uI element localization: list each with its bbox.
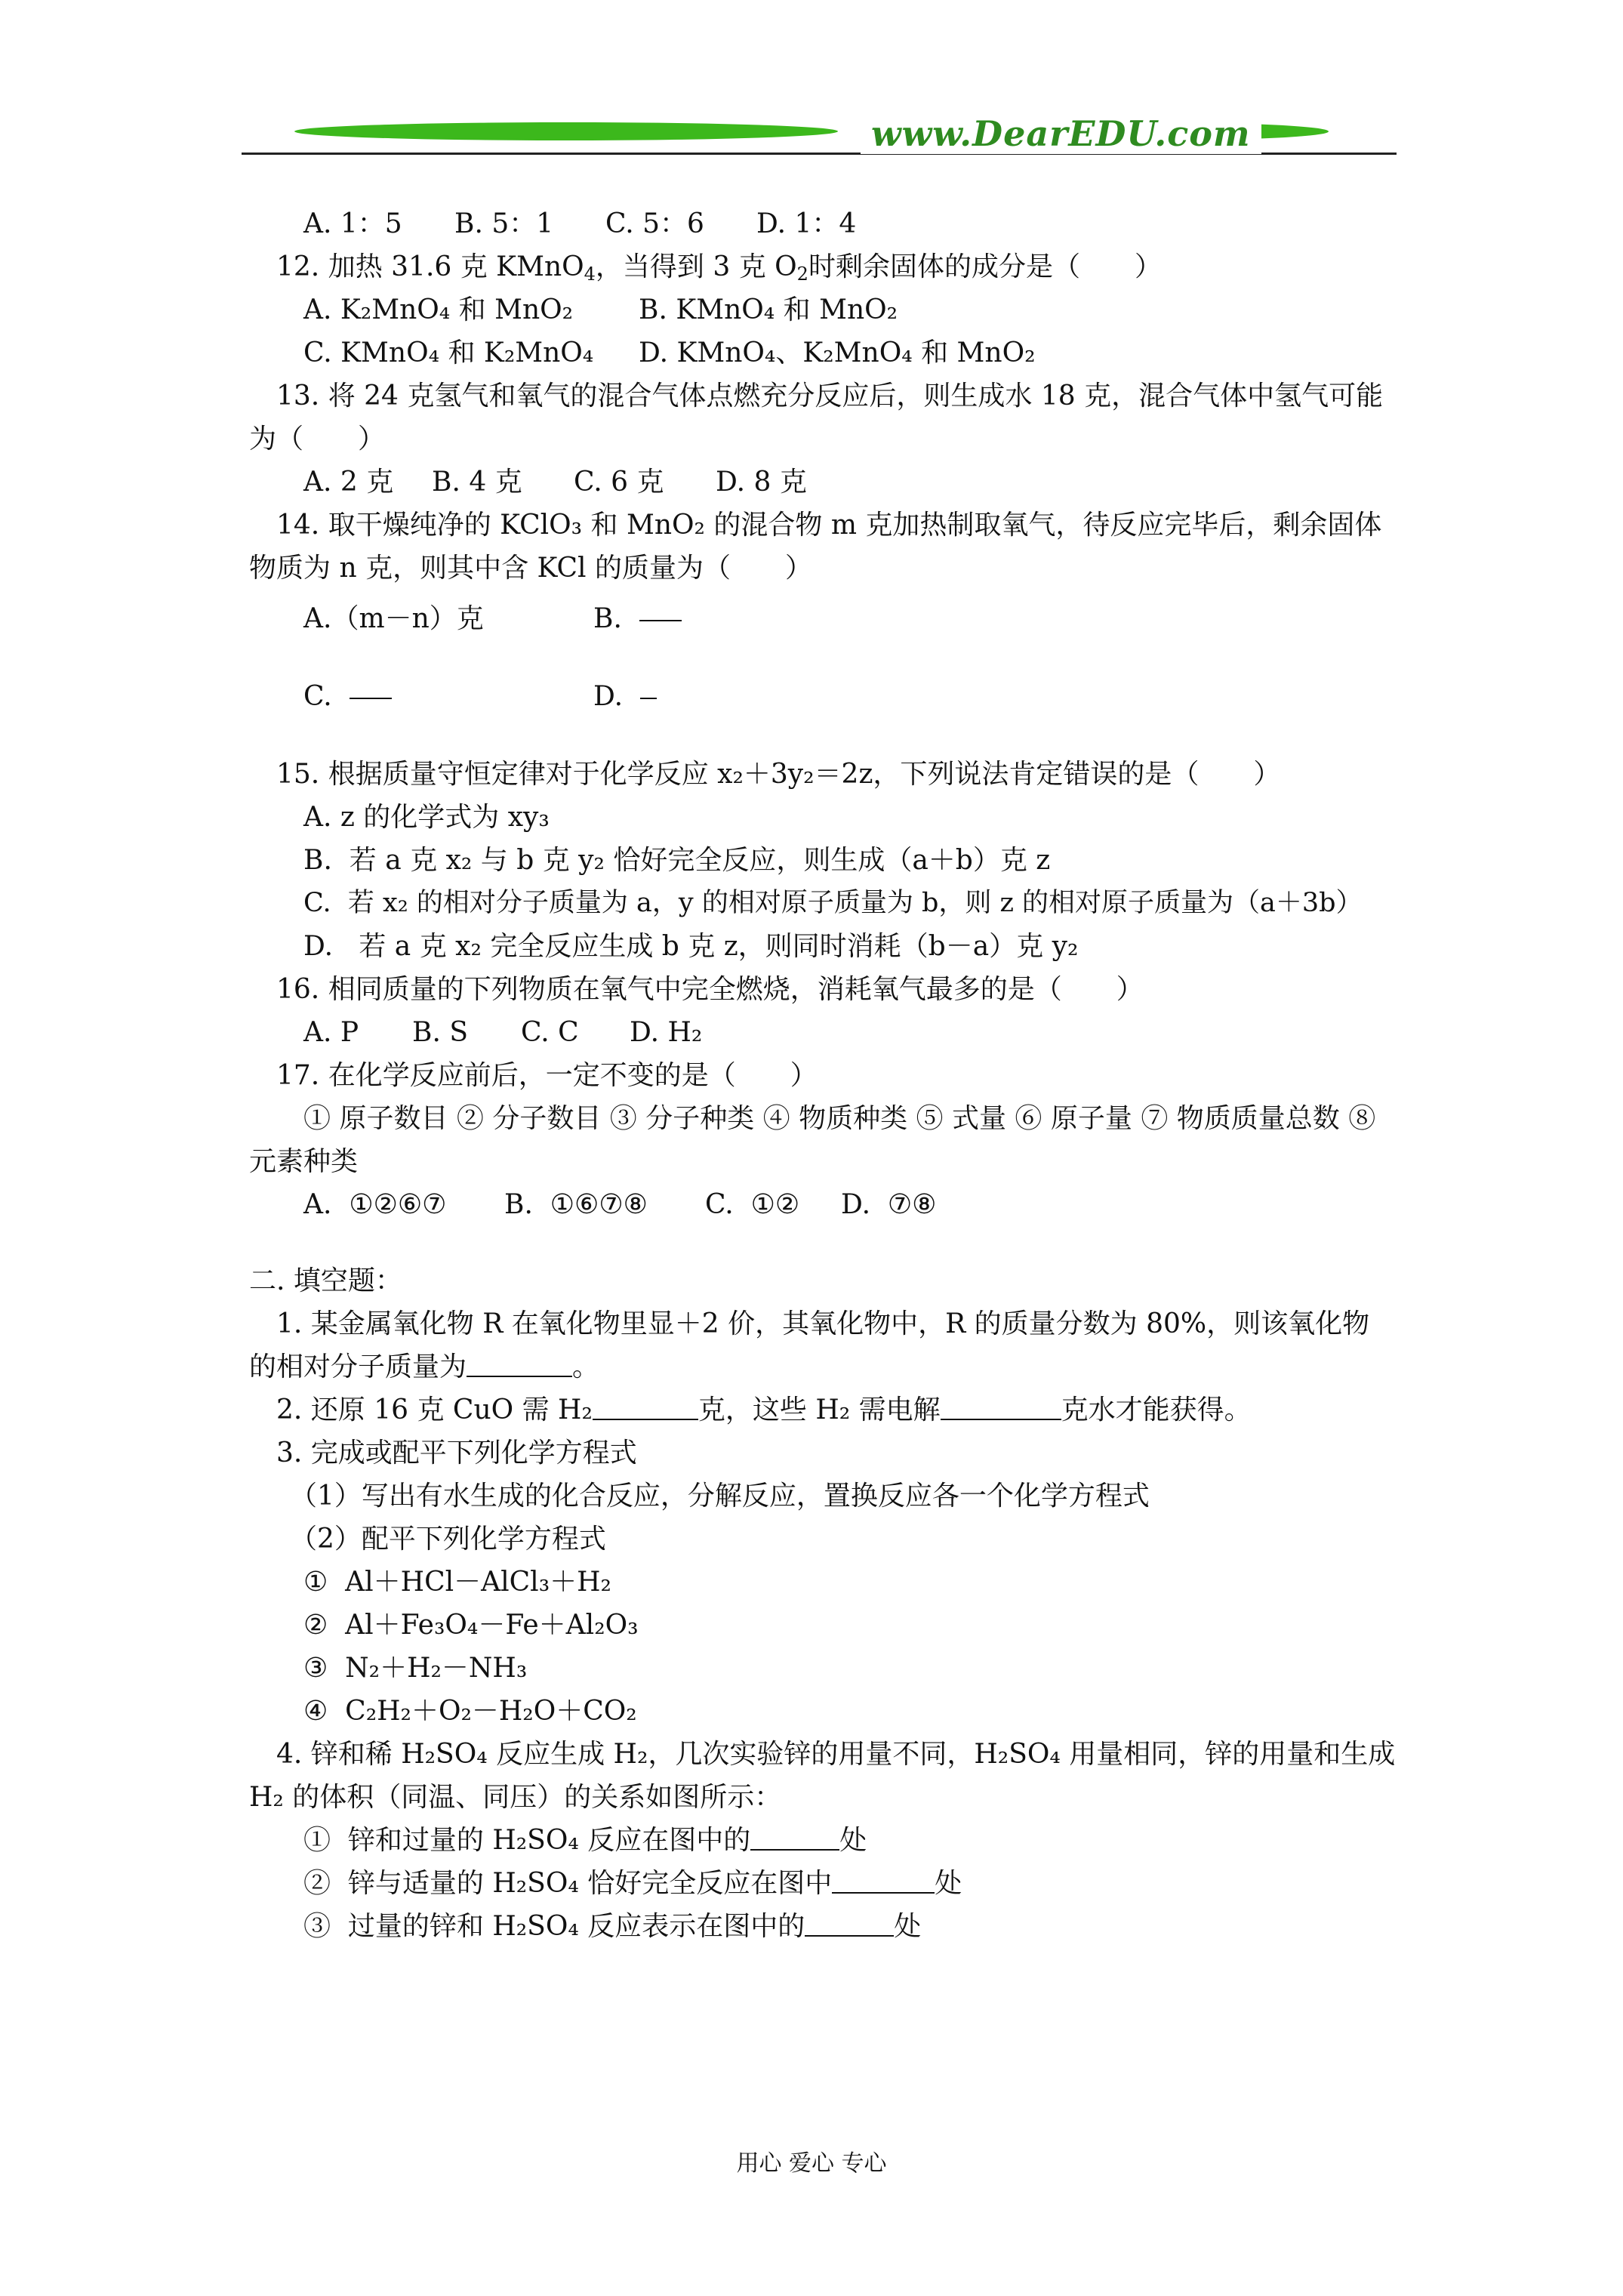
q17-stem: 17. 在化学反应前后，一定不变的是（ ）	[276, 1060, 818, 1091]
q16-option-b: B. S	[412, 1017, 469, 1048]
fill-4-blank-3	[805, 1908, 894, 1937]
fill-4-stem: 4. 锌和稀 H₂SO₄ 反应生成 H₂，几次实验锌的用量不同，H₂SO₄ 用量相同，锌的用量和生成 H₂ 的体积（同温、同压）的关系如图所示：	[249, 1739, 1396, 1813]
fill-3-eq4: ④ C₂H₂＋O₂－H₂O＋CO₂	[303, 1696, 637, 1727]
q16-option-a: A. P	[303, 1017, 359, 1048]
section-2-title: 二. 填空题：	[249, 1265, 402, 1296]
q13-option-b: B. 4 克	[432, 467, 522, 498]
fill-4-item-2: ② 锌与适量的 H₂SO₄ 恰好完全反应在图中 处	[249, 1862, 1397, 1905]
q14-option-b-fraction	[639, 605, 682, 621]
q14-option-d-fraction	[640, 683, 657, 699]
q13-option-a: A. 2 克	[303, 467, 394, 498]
q14-stem: 14. 取干燥纯净的 KClO₃ 和 MnO₂ 的混合物 m 克加热制取氧气，待反应完毕后，剩余固体物质为 n 克，则其中含 KCl 的质量为（ ）	[249, 510, 1382, 584]
q11-option-b: B. 5：1	[454, 208, 554, 239]
q12-option-d: D. KMnO₄、K₂MnO₄ 和 MnO₂	[639, 337, 1036, 368]
fill-4-blank-1	[750, 1822, 839, 1851]
q17-option-b: B. ①⑥⑦⑧	[504, 1189, 648, 1220]
q12-option-b: B. KMnO₄ 和 MnO₂	[639, 294, 898, 325]
page-header	[242, 113, 1397, 159]
q16-option-d: D. H₂	[630, 1017, 703, 1048]
q12-options-cd	[249, 331, 1397, 374]
q11-options	[249, 202, 1397, 245]
fill-3-eq1: ① Al＋HCl－AlCl₃＋H₂	[303, 1567, 611, 1598]
q15-stem: 15. 根据质量守恒定律对于化学反应 x₂＋3y₂＝2z，下列说法肯定错误的是（ ）	[276, 759, 1281, 790]
fill-3-stem: 3. 完成或配平下列化学方程式	[276, 1438, 637, 1469]
q12-stem: 12. 加热 31.6 克 KMnO$_4$，当得到 3 克 $O_2$时剩余固体的成分是（ ）	[276, 251, 1162, 285]
q13-option-c: C. 6 克	[574, 467, 664, 498]
q17-options	[249, 1183, 1397, 1226]
q14-option-c: C.	[303, 675, 593, 718]
q14-options-cd	[249, 675, 1397, 718]
q17-option-c: C. ①②	[705, 1189, 800, 1220]
fill-2-blank-1	[593, 1391, 698, 1420]
q16-options	[249, 1011, 1397, 1054]
header-swoosh-left	[293, 122, 839, 140]
site-logo: www.DearEDU.com	[861, 113, 1261, 154]
q14-option-c-fraction	[350, 683, 392, 699]
fill-1: 1. 某金属氧化物 R 在氧化物里显＋2 价，其氧化物中，R 的质量分数为 80%，则该氧化物的相对分子质量为 。	[249, 1308, 1370, 1382]
fill-2: 2. 还原 16 克 CuO 需 H₂ 克，这些 H₂ 需电解 克水才能获得。	[249, 1388, 1397, 1432]
q17-option-d: D. ⑦⑧	[841, 1189, 937, 1220]
q16-option-c: C. C	[521, 1017, 579, 1048]
q12-option-a: A. K₂MnO₄ 和 MnO₂	[303, 294, 574, 325]
document-body	[249, 202, 1397, 1948]
q15-option-c: C. 若 x₂ 的相对分子质量为 a，y 的相对原子质量为 b，则 z 的相对原子质量为（a＋3b）	[303, 888, 1363, 918]
q14-option-d: D.	[593, 675, 657, 718]
fill-4-item-1: ① 锌和过量的 H₂SO₄ 反应在图中的 处	[249, 1819, 1397, 1862]
q16-stem: 16. 相同质量的下列物质在氧气中完全燃烧，消耗氧气最多的是（ ）	[276, 974, 1144, 1005]
q17-list: ① 原子数目 ② 分子数目 ③ 分子种类 ④ 物质种类 ⑤ 式量 ⑥ 原子量 ⑦ 物质质量总数 ⑧ 元素种类	[249, 1103, 1376, 1177]
q12-option-c: C. KMnO₄ 和 K₂MnO₄	[303, 337, 594, 368]
q13-option-d: D. 8 克	[716, 467, 807, 498]
fill-4-item-3: ③ 过量的锌和 H₂SO₄ 反应表示在图中的 处	[249, 1905, 1397, 1948]
q11-option-c: C. 5：6	[605, 208, 704, 239]
q15-option-b: B. 若 a 克 x₂ 与 b 克 y₂ 恰好完全反应，则生成（a＋b）克 z	[303, 845, 1051, 876]
fill-3-sub1: （1）写出有水生成的化合反应，分解反应，置换反应各一个化学方程式	[290, 1481, 1150, 1512]
q13-options	[249, 461, 1397, 504]
q15-option-d: D. 若 a 克 x₂ 完全反应生成 b 克 z，则同时消耗（b－a）克 y₂	[303, 931, 1079, 962]
q17-option-a: A. ①②⑥⑦	[303, 1189, 447, 1220]
q12-options-ab	[249, 288, 1397, 331]
q15-option-a: A. z 的化学式为 xy₃	[303, 802, 550, 833]
fill-1-blank	[467, 1348, 572, 1377]
q11-option-d: D. 1：4	[756, 208, 857, 239]
q14-options-ab	[249, 597, 1397, 640]
fill-2-blank-2	[941, 1391, 1061, 1420]
q14-option-b: B.	[593, 597, 682, 640]
page-footer: 用心 爱心 专心	[736, 2150, 887, 2177]
fill-3-eq3: ③ N₂＋H₂－NH₃	[303, 1653, 528, 1684]
fill-3-sub2: （2）配平下列化学方程式	[290, 1524, 606, 1555]
fill-3-eq2: ② Al＋Fe₃O₄－Fe＋Al₂O₃	[303, 1610, 639, 1641]
q13-stem: 13. 将 24 克氢气和氧气的混合气体点燃充分反应后，则生成水 18 克，混合气体中氢气可能为（ ）	[249, 381, 1384, 455]
q14-option-a: A.（m－n）克	[303, 603, 484, 634]
fill-4-blank-2	[832, 1865, 935, 1894]
q11-option-a: A. 1：5	[303, 208, 402, 239]
